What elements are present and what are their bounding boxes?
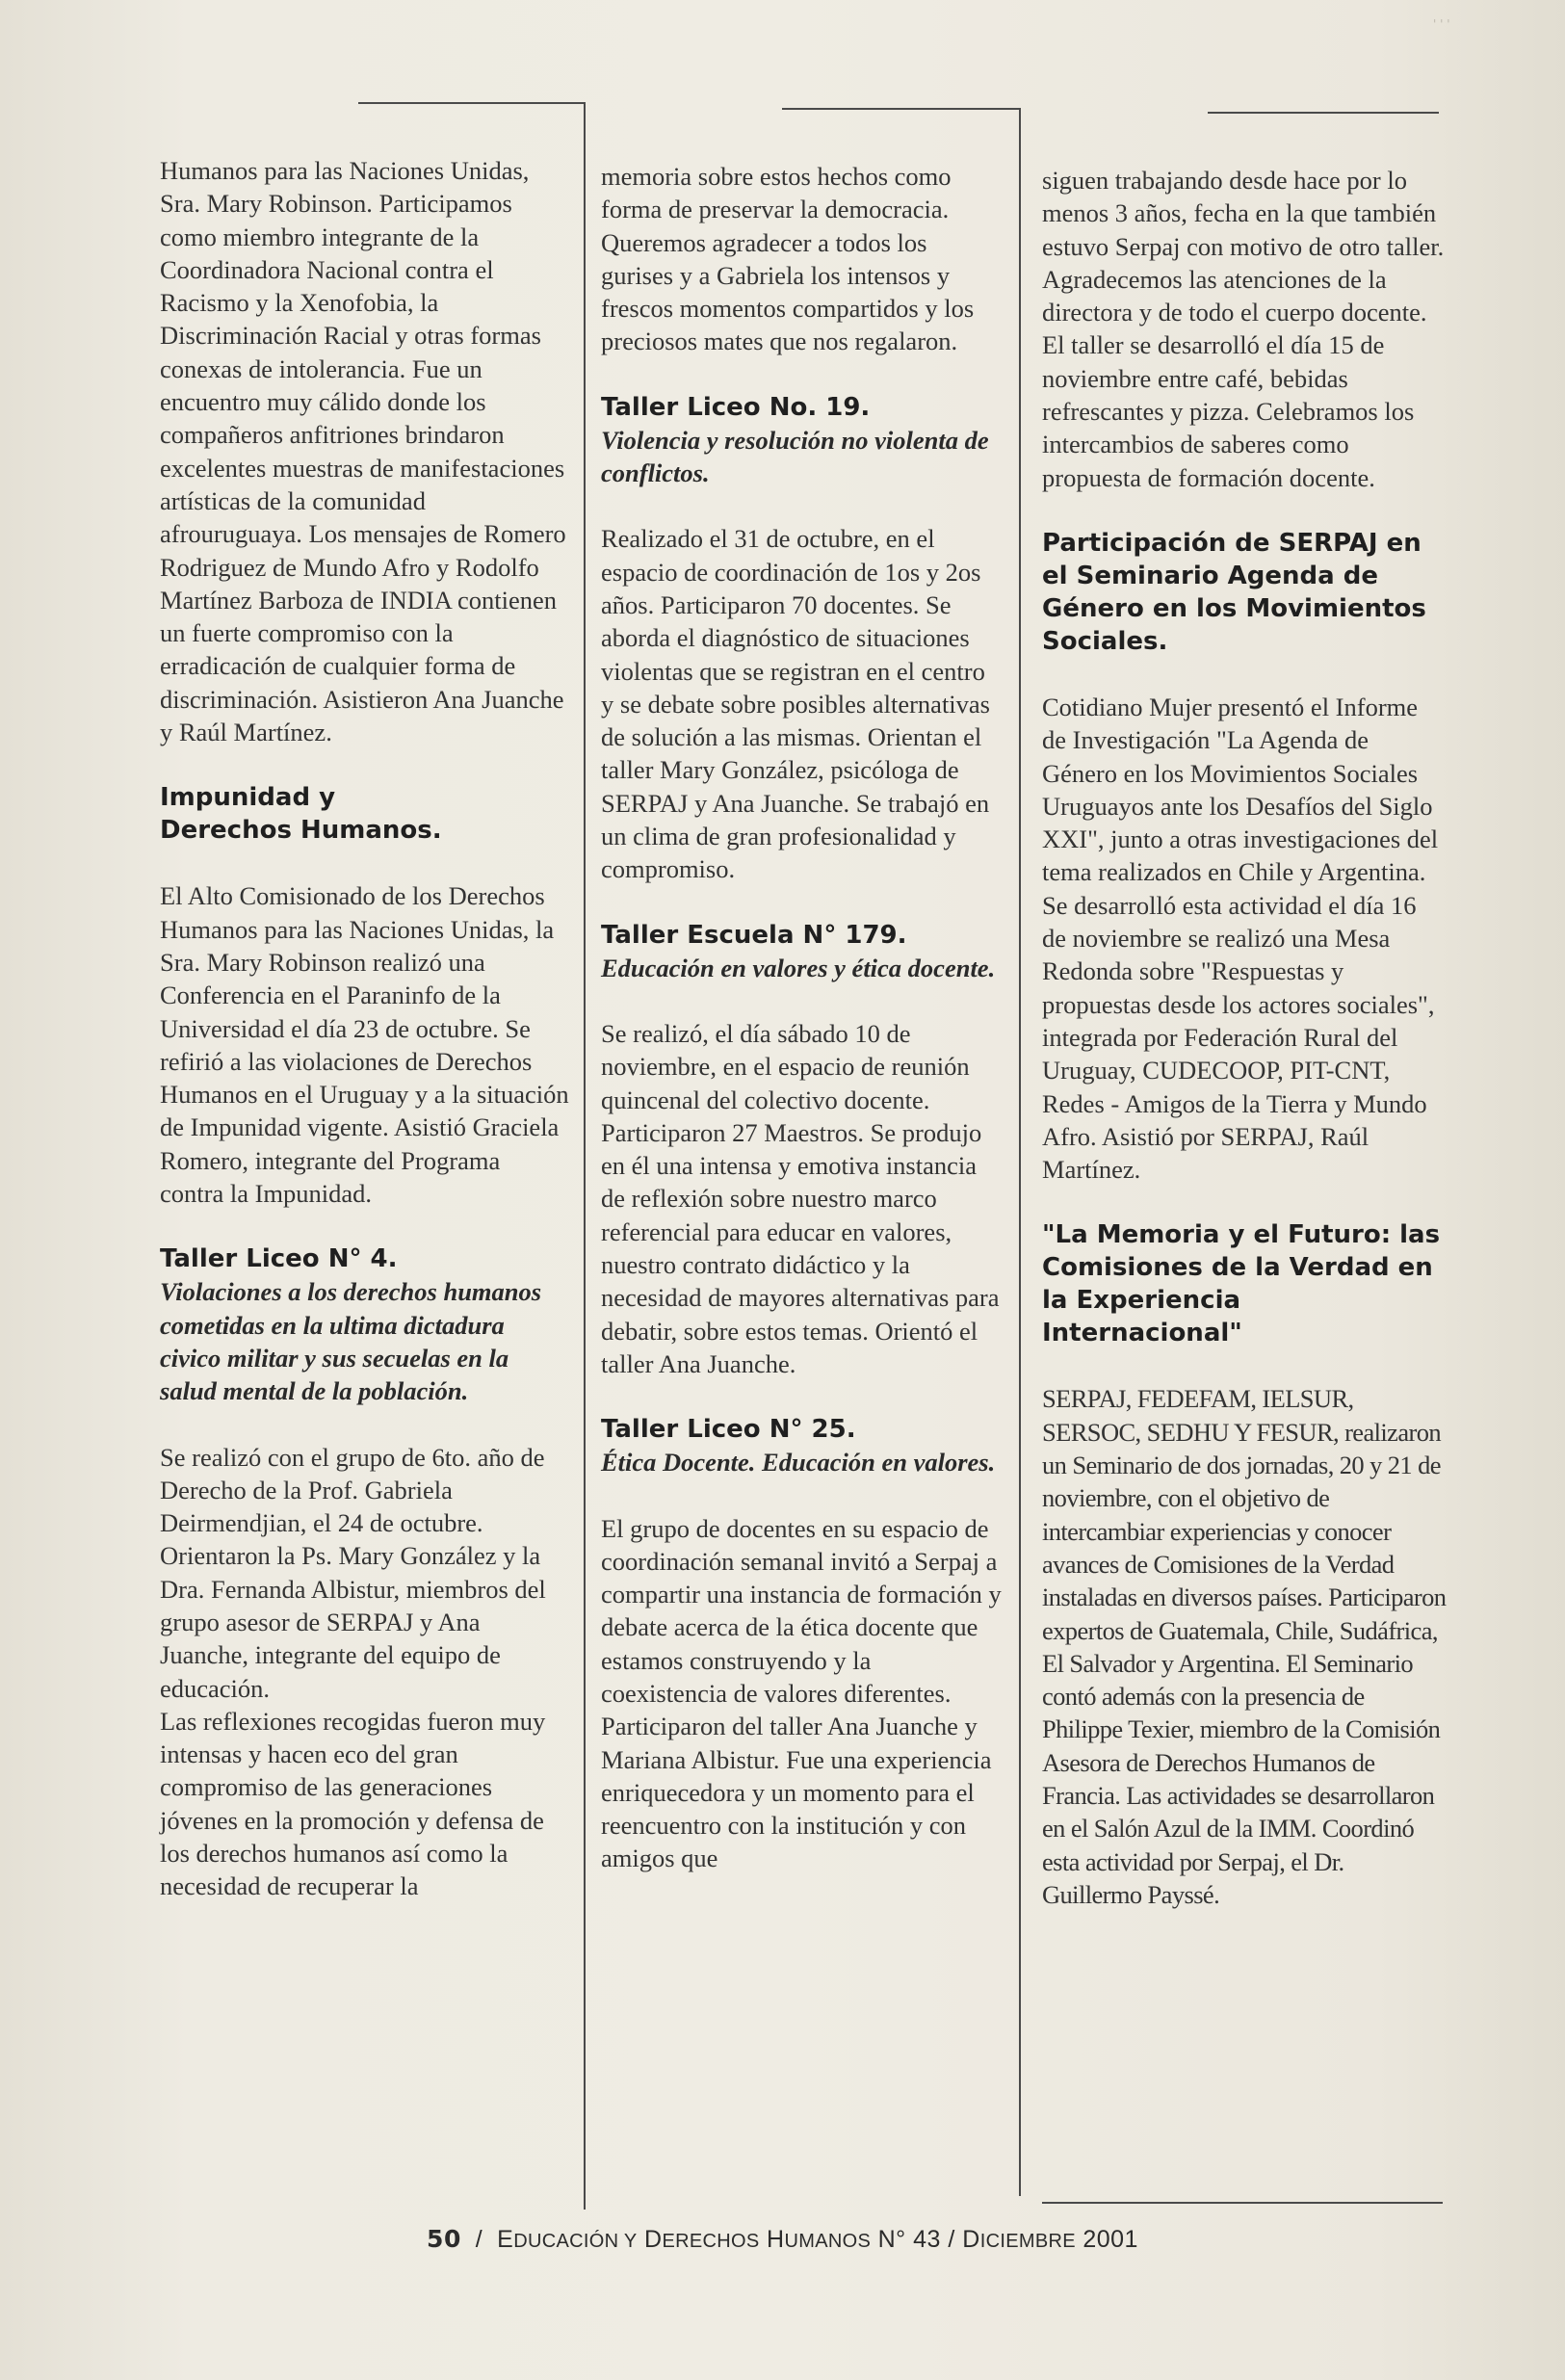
- col2-paragraph-3: Se realizó, el día sábado 10 de noviembre, en el espacio de reunión quincenal del colectivo docente. Participaron 27 Maestros. Se produjo en él una intensa y emotiva instancia de reflexión sobre nuestro marco referencial para educar en valores, nuestro contrato didáctico y la necesidad de mayores alternativas para debatir, sobre estos temas. Orientó el taller Ana Juanche.: [601, 1018, 1000, 1378]
- col1-paragraph-2: El Alto Comisionado de los Derechos Humanos para las Naciones Unidas, la Sra. Mary Robinson realizó una Conferencia en el Paraninfo de la Universidad el día 23 de octubre. Se refirió a las violaciones de Derechos Humanos en el Uruguay y a la situación de Impunidad vigente. Asistió Graciela Romero, integrante del Programa contra la Impunidad.: [160, 881, 569, 1209]
- col1-paragraph-3: Se realizó con el grupo de 6to. año de Derecho de la Prof. Gabriela Deirmendjian, el 24 de octubre. Orientaron la Ps. Mary González y la Dra. Fernanda Albistur, miembros del grupo asesor de SERPAJ y Ana Juanche, integrante del equipo de educación.: [160, 1442, 546, 1703]
- col2-heading-taller-escuela-179: Taller Escuela N° 179.: [601, 920, 907, 950]
- footer-separator: /: [948, 2226, 955, 2253]
- col1-paragraph-4: Las reflexiones recogidas fueron muy intensas y hacen eco del gran compromiso de las generaciones jóvenes en la promoción y defensa de los derechos humanos así como la necesidad de recuperar la: [160, 1706, 546, 1901]
- scan-mark: ' ' ': [1433, 17, 1450, 31]
- col2-paragraph-2: Realizado el 31 de octubre, en el espacio de coordinación de 1os y 2os años. Participaron 70 docentes. Se aborda el diagnóstico de situaciones violentas que se registran en el centro y se debate sobre posibles alternativas de solución a las mismas. Orientan el taller Mary González, psicóloga de SERPAJ y Ana Juanche. Se trabajó en un clima de gran profesionalidad y compromiso.: [601, 524, 990, 884]
- issue-year: 2001: [1075, 2226, 1138, 2253]
- col2-paragraph-4: El grupo de docentes en su espacio de coordinación semanal invitó a Serpaj a compartir una instancia de formación y debate acerca de la ética docente que estamos construyendo y la coexistencia de valores diferentes. Participaron del taller Ana Juanche y Mariana Albistur. Fue una experiencia enriquecedora y un momento para el reencuentro con la institución y con amigos que: [601, 1513, 1002, 1873]
- issue-date-part: D: [954, 2226, 980, 2253]
- publication-name-part: H: [759, 2226, 785, 2253]
- column-3-top-rule: [1208, 112, 1439, 114]
- footer-separator: /: [475, 2226, 483, 2253]
- column-3: [1042, 164, 1447, 1911]
- col3-paragraph-1: siguen trabajando desde hace por lo menos 3 años, fecha en la que también estuvo Serpaj con motivo de otro taller.: [1042, 166, 1445, 261]
- page-number: 50: [427, 2225, 461, 2253]
- col1-heading-impunidad: Impunidad y Derechos Humanos.: [160, 783, 442, 846]
- publication-name-part: ERECHOS: [662, 2231, 760, 2252]
- col2-subheading-educacion: Educación en valores y ética docente.: [601, 953, 996, 982]
- publication-name-part: DUCACIÓN Y: [513, 2231, 638, 2252]
- column-1-top-rule: [358, 102, 586, 104]
- col3-paragraph-2: Agradecemos las atenciones de la directora y de todo el cuerpo docente. El taller se desarrolló el día 15 de noviembre entre café, bebidas refrescantes y pizza. Celebramos los intercambios de saberes como propuesta de formación docente.: [1042, 264, 1427, 492]
- column-divider-1: [584, 102, 586, 2210]
- col1-heading-taller-liceo-4: Taller Liceo N° 4.: [160, 1244, 398, 1274]
- column-3-bottom-rule: [1042, 2202, 1443, 2204]
- publication-name-part: D: [637, 2226, 663, 2253]
- col3-heading-participacion: Participación de SERPAJ en el Seminario Agenda de Género en los Movimientos Sociales.: [1042, 528, 1426, 656]
- col1-paragraph-1: Humanos para las Naciones Unidas, Sra. Mary Robinson. Participamos como miembro integrante de la Coordinadora Nacional contra el Racismo y la Xenofobia, la Discriminación Racial y otras formas conexas de intolerancia. Fue un encuentro muy cálido donde los compañeros anfitriones brindaron excelentes muestras de manifestaciones artísticas de la comunidad afrouruguaya. Los mensajes de Romero Rodriguez de Mundo Afro y Rodolfo Martínez Barboza de INDIA contienen un fuerte compromiso con la erradicación de cualquier forma de discriminación. Asistieron Ana Juanche y Raúl Martínez.: [160, 156, 566, 747]
- page-footer: [0, 2225, 1565, 2254]
- col3-paragraph-4: SERPAJ, FEDEFAM, IELSUR, SERSOC, SEDHU Y FESUR, realizaron un Seminario de dos jornadas, 20 y 21 de noviembre, con el objetivo de intercambiar experiencias y conocer avances de Comisiones de la Verdad instaladas en diversos países. Participaron expertos de Guatemala, Chile, Sudáfrica, El Salvador y Argentina. El Seminario contó además con la presencia de Philippe Texier, miembro de la Comisión Asesora de Derechos Humanos de Francia. Las actividades se desarrollaron en el Salón Azul de la IMM. Coordinó esta actividad por Serpaj, el Dr. Guillermo Payssé.: [1042, 1384, 1447, 1909]
- col2-subheading-etica: Ética Docente. Educación en valores.: [601, 1448, 996, 1478]
- col2-heading-taller-liceo-25: Taller Liceo N° 25.: [601, 1415, 856, 1445]
- publication-name-part: E: [497, 2226, 514, 2253]
- col3-paragraph-3: Cotidiano Mujer presentó el Informe de Investigación "La Agenda de Género en los Movimientos Sociales Uruguayos ante los Desafíos del Siglo XXI", junto a otras investigaciones del tema realizados en Chile y Argentina. Se desarrolló esta actividad el día 16 de noviembre se realizó una Mesa Redonda sobre "Respuestas y propuestas desde los actores sociales", integrada por Federación Rural del Uruguay, CUDECOOP, PIT-CNT, Redes - Amigos de la Tierra y Mundo Afro. Asistió por SERPAJ, Raúl Martínez.: [1042, 692, 1439, 1185]
- col3-heading-la-memoria: "La Memoria y el Futuro: las Comisiones de la Verdad en la Experiencia Internacional": [1042, 1220, 1441, 1348]
- column-divider-2: [1019, 108, 1021, 2196]
- col1-subheading-violaciones: Violaciones a los derechos humanos cometidas en la ultima dictadura civico militar y sus secuelas en la salud mental de la población.: [160, 1277, 542, 1406]
- col2-subheading-violencia: Violencia y resolución no violenta de conflictos.: [601, 425, 989, 488]
- column-1: [160, 154, 569, 1903]
- issue-date-part: ICIEMBRE: [979, 2231, 1076, 2252]
- column-2: [601, 160, 1002, 1875]
- col2-paragraph-1: memoria sobre estos hechos como forma de preservar la democracia. Queremos agradecer a todos los gurises y a Gabriela los intensos y frescos momentos compartidos y los preciosos mates que nos regalaron.: [601, 162, 975, 356]
- publication-name-part: UMANOS: [784, 2231, 872, 2252]
- issue-number: N° 43: [871, 2226, 949, 2253]
- column-2-top-rule: [782, 108, 1021, 110]
- col2-heading-taller-liceo-19: Taller Liceo No. 19.: [601, 392, 871, 422]
